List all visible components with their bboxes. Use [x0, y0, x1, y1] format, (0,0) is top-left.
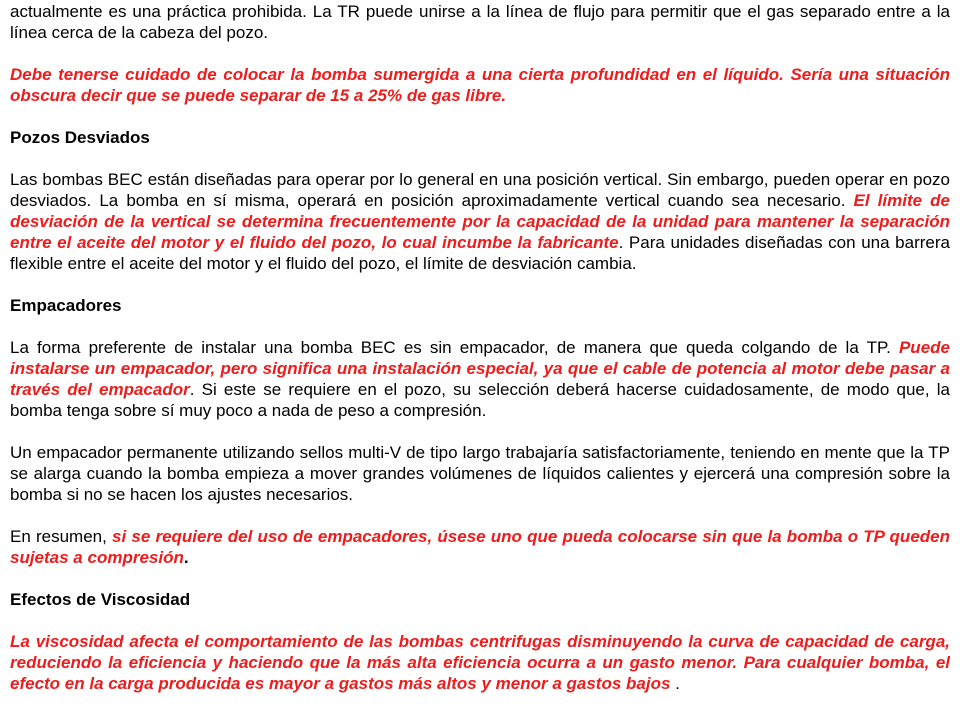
- spacer: [10, 106, 950, 127]
- emphasis-text: Debe tenerse cuidado de colocar la bomba sumergida a una cierta profundidad en el líquido. Sería una situación obscura decir que se puede separar de 15 a 25% de gas libre.: [10, 65, 950, 105]
- spacer: [10, 568, 950, 589]
- paragraph-gas-separation: [10, 1, 950, 43]
- spacer: [10, 505, 950, 526]
- emphasis-text: La viscosidad afecta el comportamiento de las bombas centrifugas disminuyendo la curva de capacidad de carga, reduciendo la eficiencia y haciendo que la más alta eficiencia ocurra a un gasto menor. Para cualquier bomba, el efecto en la carga producida es mayor a gastos más altos y menor a gastos bajos: [10, 632, 950, 693]
- emphasis-text: si se requiere del uso de empacadores, úsese uno que pueda colocarse sin que la bomba o TP queden sujetas a compresión: [10, 527, 950, 567]
- spacer: [10, 274, 950, 295]
- paragraph-text: . Para unidades diseñadas con una barrera flexible entre el aceite del motor y el fluido del pozo, el límite de desviación cambia.: [10, 233, 950, 273]
- spacer: [10, 43, 950, 64]
- paragraph-viscosity-effects: [10, 631, 950, 694]
- paragraph-summary: [10, 526, 950, 568]
- section-heading-empacadores: Empacadores: [10, 296, 122, 315]
- spacer: [10, 316, 950, 337]
- paragraph-text: En resumen,: [10, 527, 113, 546]
- paragraph-text: La forma preferente de instalar una bomba BEC es sin empacador, de manera que queda colgando de la TP.: [10, 338, 899, 357]
- paragraph-text: Un empacador permanente utilizando sellos multi-V de tipo largo trabajaría satisfactoriamente, teniendo en mente que la TP se alarga cuando la bomba empieza a mover grandes volúmenes de líquidos calientes y ejercerá una compresión sobre la bomba si no se hacen los ajustes necesarios.: [10, 443, 950, 504]
- spacer: [10, 148, 950, 169]
- emphasis-text: Puede instalarse un empacador, pero significa una instalación especial, ya que el cable de potencia al motor debe pasar a través del empacador: [10, 338, 950, 399]
- paragraph-pump-depth-note: [10, 64, 950, 106]
- paragraph-text: .: [670, 674, 680, 693]
- paragraph-text: .: [183, 548, 189, 567]
- paragraph-text: Las bombas BEC están diseñadas para operar por lo general en una posición vertical. Sin embargo, pueden operar en pozo desviados. La bomba en sí misma, operará en posición aproximadamente vertical cuando sea necesario.: [10, 170, 950, 210]
- spacer: [10, 610, 950, 631]
- section-heading-pozos-desviados: Pozos Desviados: [10, 128, 150, 147]
- paragraph-text: actualmente es una práctica prohibida. La TR puede unirse a la línea de flujo para permitir que el gas separado entre a la línea cerca de la cabeza del pozo.: [10, 2, 950, 42]
- paragraph-deviated-wells: [10, 169, 950, 274]
- paragraph-packer-installation: [10, 337, 950, 421]
- paragraph-text: . Si este se requiere en el pozo, su selección deberá hacerse cuidadosamente, de modo que, la bomba tenga sobre sí muy poco a nada de peso a compresión.: [10, 380, 950, 420]
- emphasis-text: El límite de desviación de la vertical se determina frecuentemente por la capacidad de la unidad para mantener la separación entre el aceite del motor y el fluido del pozo, lo cual incumbe la fabricante: [10, 191, 950, 252]
- spacer: [10, 421, 950, 442]
- section-heading-efectos-viscosidad: Efectos de Viscosidad: [10, 590, 191, 609]
- document-page: [0, 1, 960, 721]
- paragraph-permanent-packer: [10, 442, 950, 505]
